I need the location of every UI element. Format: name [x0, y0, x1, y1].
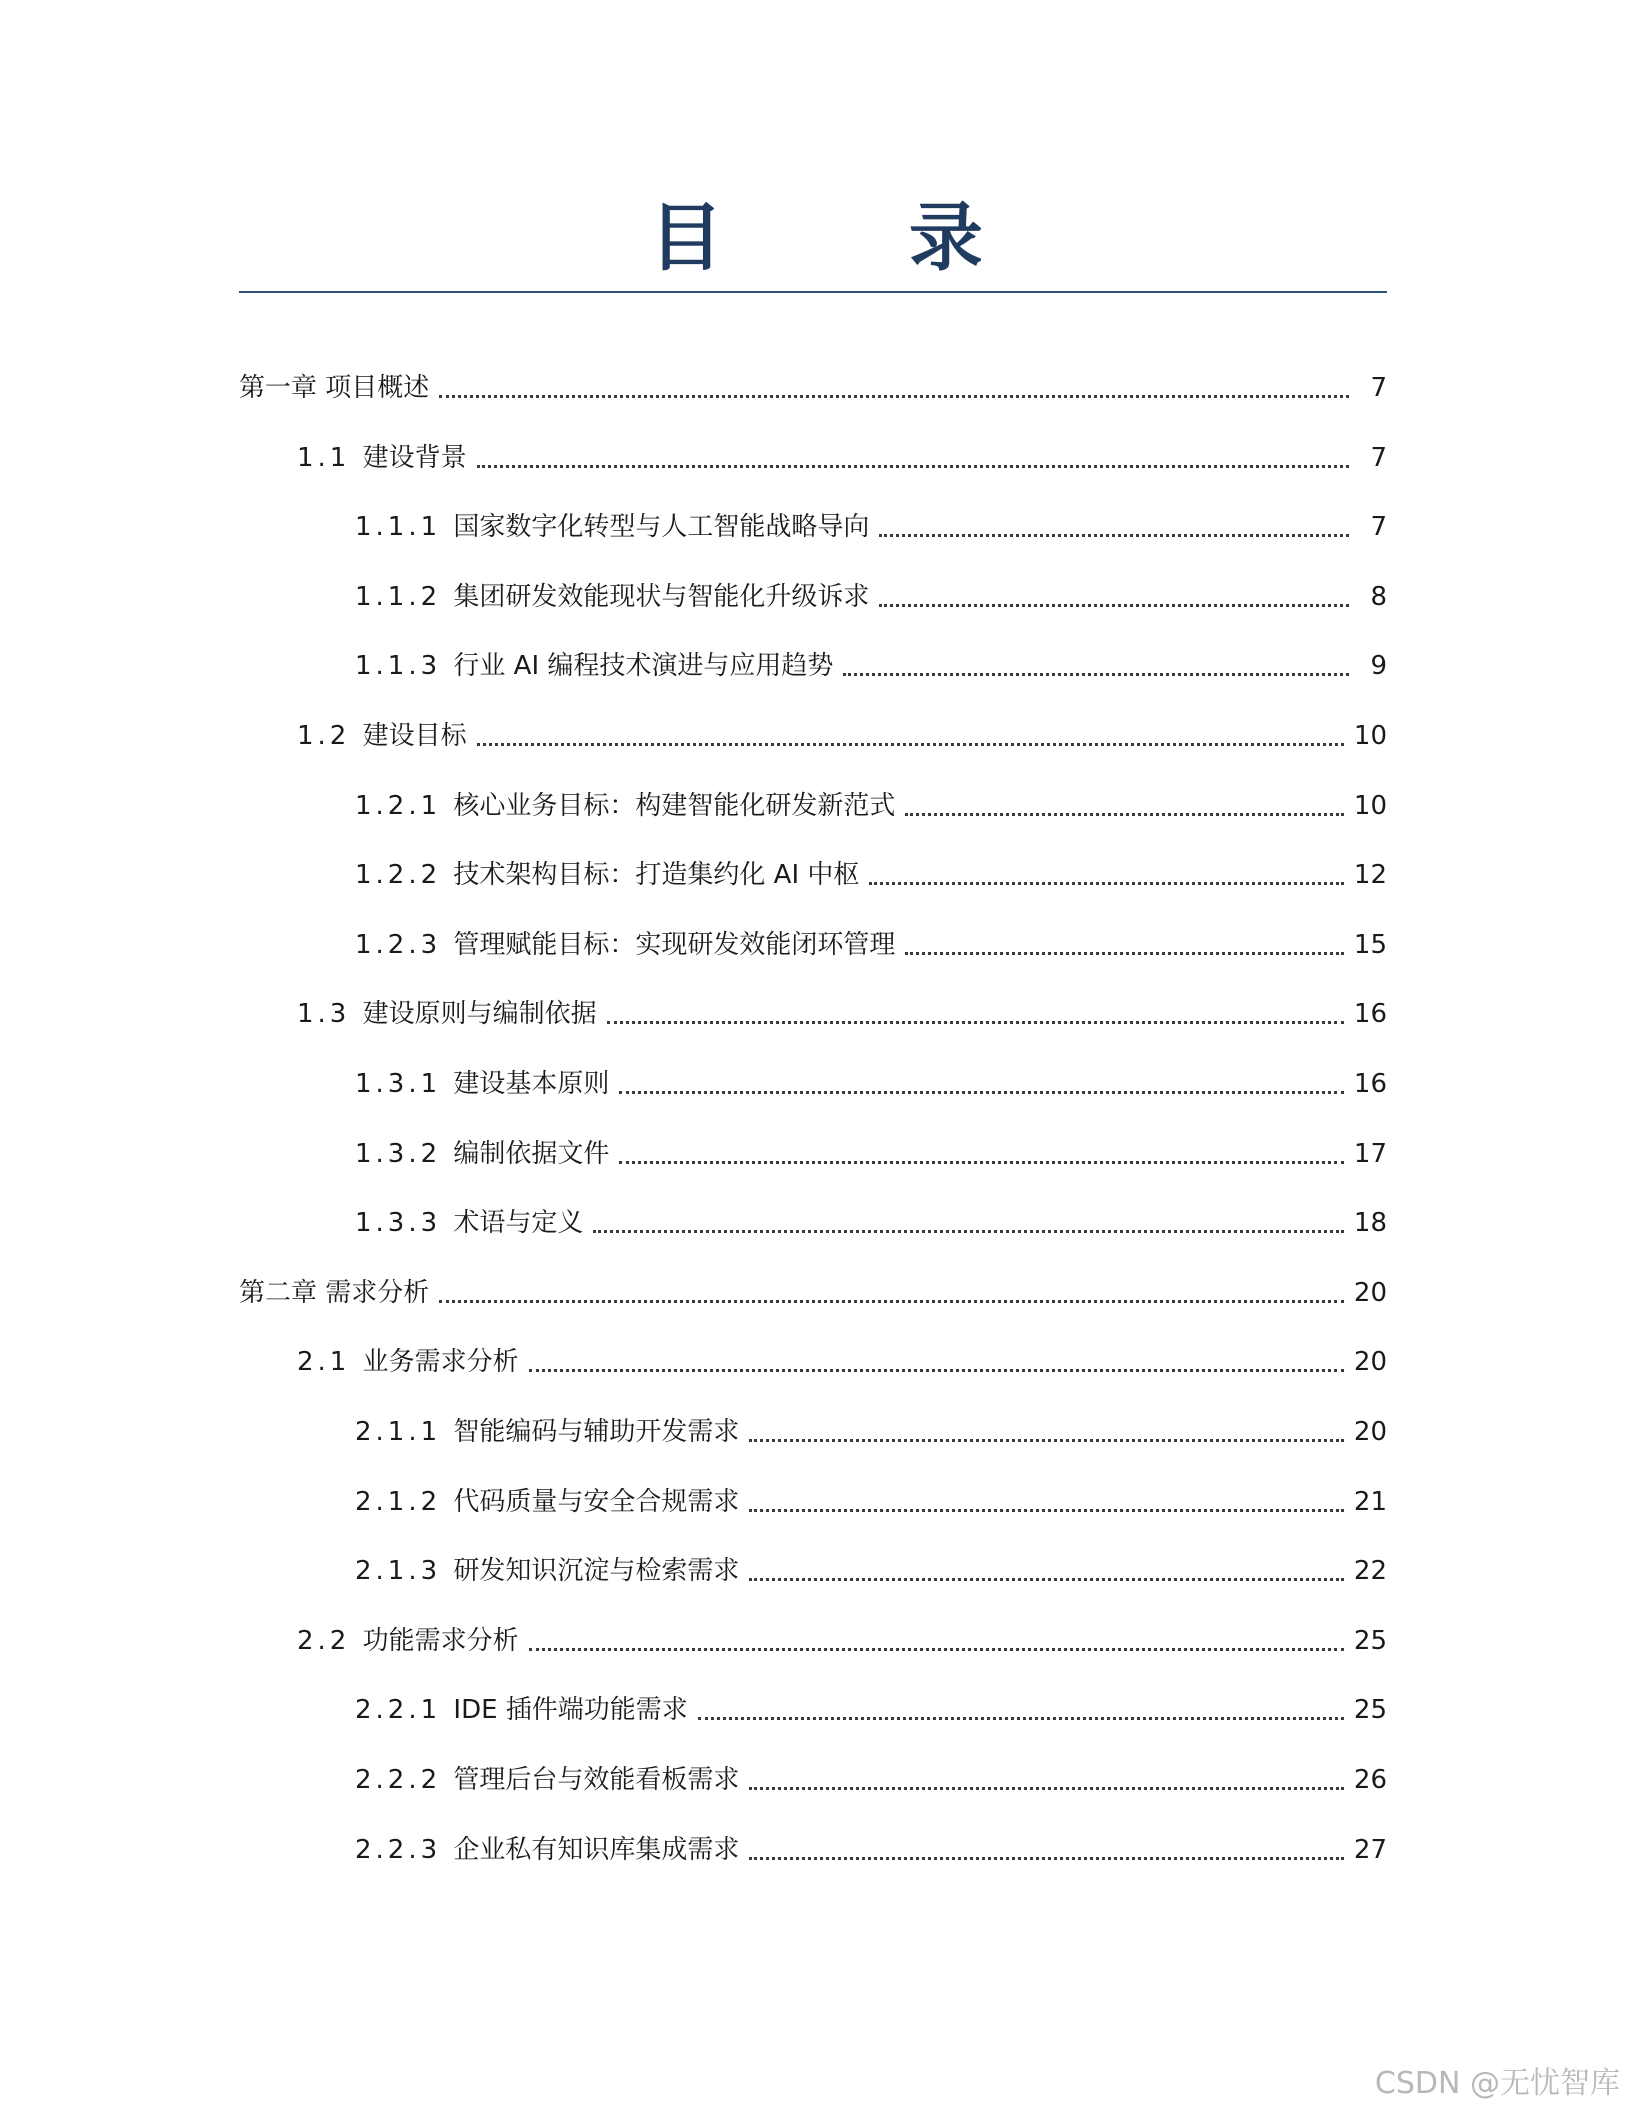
- toc-page-number: 25: [1353, 1625, 1387, 1656]
- toc-entry[interactable]: [355, 574, 1387, 614]
- toc-dot-leader: [749, 1578, 1343, 1581]
- toc-entry-title: 功能需求分析: [362, 1625, 519, 1656]
- toc-entry[interactable]: [355, 643, 1387, 683]
- toc-entry-title: 管理赋能目标：实现研发效能闭环管理: [453, 929, 896, 960]
- toc-entry[interactable]: [355, 1409, 1387, 1449]
- toc-entry-title: 第一章 项目概述: [239, 373, 430, 403]
- toc-entry[interactable]: [355, 1061, 1387, 1101]
- toc-entry-title: 企业私有知识库集成需求: [453, 1834, 740, 1865]
- toc-page-number: 21: [1353, 1486, 1387, 1517]
- toc-entry-title: 研发知识沉淀与检索需求: [453, 1556, 740, 1587]
- toc-page-number: 16: [1353, 1069, 1387, 1099]
- toc-entry-title: 业务需求分析: [362, 1347, 519, 1378]
- toc-page-number: 8: [1370, 581, 1387, 612]
- toc-dot-leader: [439, 1300, 1344, 1303]
- toc-page-number: 10: [1353, 721, 1387, 751]
- toc-entry-number: 2.1.2: [355, 1486, 454, 1517]
- toc-entry-number: 1.3: [297, 999, 363, 1030]
- toc-dot-leader: [619, 1091, 1343, 1094]
- toc-page-number: 12: [1353, 860, 1387, 891]
- toc-entry-title: 建设背景: [362, 442, 467, 473]
- toc-page-number: 7: [1370, 373, 1387, 403]
- toc-entry[interactable]: [355, 1687, 1387, 1727]
- toc-entry-number: 1.2: [297, 721, 363, 751]
- toc-entry-title: 术语与定义: [453, 1208, 584, 1239]
- toc-entry-title: 管理后台与效能看板需求: [453, 1765, 740, 1795]
- toc-entry-number: 2.1.1: [355, 1417, 454, 1447]
- toc-dot-leader: [749, 1439, 1343, 1442]
- toc-entry-title: 集团研发效能现状与智能化升级诉求: [453, 581, 870, 612]
- toc-entry-number: 2.2: [297, 1625, 363, 1656]
- toc-page-number: 20: [1353, 1347, 1387, 1378]
- toc-entry[interactable]: [355, 1131, 1387, 1171]
- toc-entry-number: 1.1.2: [355, 581, 454, 612]
- page-title: 目 录: [649, 195, 1063, 281]
- toc-dot-leader: [879, 534, 1349, 537]
- toc-entry[interactable]: [239, 365, 1387, 405]
- toc-dot-leader: [749, 1787, 1343, 1790]
- toc-entry-number: 1.2.2: [355, 860, 454, 891]
- toc-entry-title: IDE 插件端功能需求: [453, 1695, 688, 1726]
- toc-entry-title: 建设原则与编制依据: [362, 999, 597, 1030]
- toc-entry-number: 1.2.3: [355, 929, 454, 960]
- toc-entry[interactable]: [297, 713, 1387, 753]
- toc-dot-leader: [749, 1857, 1343, 1860]
- toc-entry-number: 1.1.1: [355, 512, 454, 543]
- toc-page-number: 16: [1353, 999, 1387, 1030]
- toc-entry-number: 1.1: [297, 442, 363, 473]
- toc-entry[interactable]: [297, 991, 1387, 1031]
- toc-dot-leader: [593, 1230, 1343, 1233]
- toc-dot-leader: [905, 952, 1343, 955]
- toc-entry-number: 2.1.3: [355, 1556, 454, 1587]
- toc-entry[interactable]: [239, 1270, 1387, 1310]
- toc-entry-title: 核心业务目标：构建智能化研发新范式: [453, 790, 896, 821]
- toc-entry-title: 代码质量与安全合规需求: [453, 1486, 740, 1517]
- watermark: CSDN @无忧智库: [1374, 2066, 1620, 2101]
- toc-page-number: 15: [1353, 929, 1387, 960]
- toc-dot-leader: [529, 1369, 1344, 1372]
- toc-entry-number: 1.3.1: [355, 1069, 454, 1099]
- toc-entry-title: 建设目标: [362, 721, 467, 751]
- toc-dot-leader: [607, 1021, 1344, 1024]
- toc-entry-number: 1.1.3: [355, 651, 454, 682]
- toc-entry-title: 智能编码与辅助开发需求: [453, 1417, 740, 1447]
- toc-page-number: 20: [1353, 1277, 1387, 1308]
- toc-entry[interactable]: [355, 1548, 1387, 1588]
- toc-entry-title: 技术架构目标：打造集约化 AI 中枢: [453, 860, 860, 891]
- title-divider: [239, 291, 1387, 293]
- toc-entry-title: 建设基本原则: [453, 1069, 610, 1099]
- toc-dot-leader: [619, 1161, 1343, 1164]
- toc-page-number: 7: [1370, 442, 1387, 473]
- toc-dot-leader: [698, 1717, 1344, 1720]
- toc-page-number: 26: [1353, 1765, 1387, 1795]
- toc-entry-title: 第二章 需求分析: [239, 1277, 430, 1308]
- toc-entry-title: 行业 AI 编程技术演进与应用趋势: [453, 651, 834, 682]
- toc-entry-number: 2.2.2: [355, 1765, 454, 1795]
- toc-entry[interactable]: [297, 1339, 1387, 1379]
- toc-entry[interactable]: [297, 1618, 1387, 1658]
- toc-page-number: 27: [1353, 1834, 1387, 1865]
- toc-entry-number: 1.2.1: [355, 790, 454, 821]
- toc-page-number: 20: [1353, 1417, 1387, 1447]
- toc-page-number: 17: [1353, 1138, 1387, 1169]
- toc-dot-leader: [749, 1509, 1343, 1512]
- toc-entry-number: 2.2.1: [355, 1695, 454, 1726]
- toc-dot-leader: [477, 743, 1344, 746]
- toc-entry[interactable]: [355, 783, 1387, 823]
- toc-dot-leader: [869, 882, 1344, 885]
- toc-entry[interactable]: [355, 1757, 1387, 1797]
- toc-entry[interactable]: [355, 1479, 1387, 1519]
- toc-page-number: 18: [1353, 1208, 1387, 1239]
- toc-page-number: 9: [1370, 651, 1387, 682]
- toc-dot-leader: [439, 395, 1349, 398]
- toc-dot-leader: [529, 1648, 1344, 1651]
- toc-entry[interactable]: [297, 435, 1387, 475]
- toc-entry[interactable]: [355, 1200, 1387, 1240]
- toc-dot-leader: [879, 604, 1349, 607]
- toc-dot-leader: [477, 465, 1349, 468]
- toc-entry-number: 2.2.3: [355, 1834, 454, 1865]
- toc-entry-number: 1.3.3: [355, 1208, 454, 1239]
- toc-entry-number: 2.1: [297, 1347, 363, 1378]
- toc-entry-title: 国家数字化转型与人工智能战略导向: [453, 512, 870, 543]
- toc-page-number: 10: [1353, 790, 1387, 821]
- toc-page-number: 7: [1370, 512, 1387, 543]
- toc-entry[interactable]: [355, 504, 1387, 544]
- toc-entry[interactable]: [355, 852, 1387, 892]
- toc-entry[interactable]: [355, 1827, 1387, 1867]
- toc-page-number: 25: [1353, 1695, 1387, 1726]
- toc-page-number: 22: [1353, 1556, 1387, 1587]
- toc-entry-number: 1.3.2: [355, 1138, 454, 1169]
- toc-entry-title: 编制依据文件: [453, 1138, 610, 1169]
- toc-dot-leader: [905, 813, 1343, 816]
- toc-entry[interactable]: [355, 922, 1387, 962]
- toc-dot-leader: [843, 673, 1349, 676]
